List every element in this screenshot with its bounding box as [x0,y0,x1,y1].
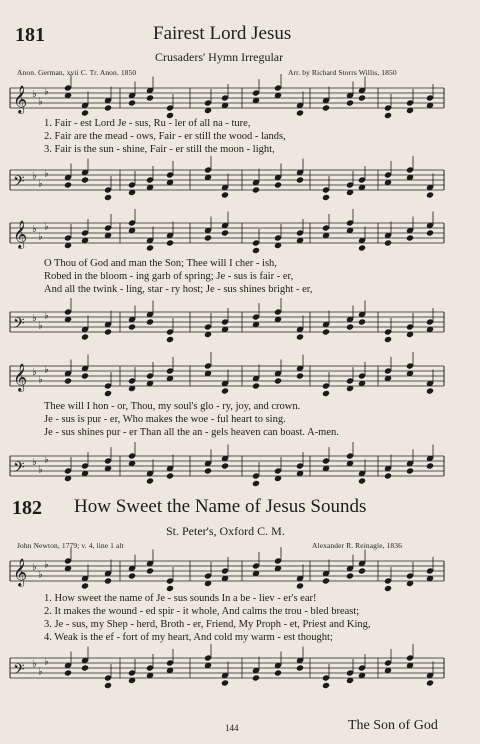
hymn-181-system2-treble-staff [10,215,448,255]
hymn-182-number: 182 [12,497,42,519]
svg-text:𝄞: 𝄞 [13,85,28,113]
section-title: The Son of God [348,718,438,733]
hymn-182-treble-staff [10,553,448,593]
svg-text:♭: ♭ [38,96,43,108]
hymn-182-title: How Sweet the Name of Jesus Sounds [74,496,367,517]
svg-text:♭: ♭ [38,231,43,243]
svg-text:𝄢: 𝄢 [13,173,25,194]
hymn-182-verse1: 1. How sweet the name of Je - sus sounds In a be - liev - er's ear! [44,593,317,604]
svg-text:♭: ♭ [32,659,37,670]
svg-text:𝄢: 𝄢 [13,459,25,480]
svg-text:♭: ♭ [44,364,49,376]
svg-text:♭: ♭ [44,168,49,180]
svg-text:♭: ♭ [38,569,43,581]
svg-text:♭: ♭ [32,224,37,235]
svg-text:♭: ♭ [44,221,49,233]
svg-text:♭: ♭ [38,464,43,476]
svg-text:♭: ♭ [38,320,43,332]
hymn-181-title: Fairest Lord Jesus [153,23,292,44]
hymn-181-s3-verse1: Thee will I hon - or, Thou, my soul's glo - ry, joy, and crown. [44,401,301,412]
page-number: 144 [225,723,239,733]
svg-text:♭: ♭ [44,310,49,322]
svg-text:♭: ♭ [32,89,37,100]
hymn-181-system3-bass-staff [10,448,448,488]
hymn-181-system3-treble-staff [10,358,448,398]
hymn-182-text-credit: John Newton, 1779; v. 4, line 1 alt [17,541,124,550]
svg-text:♭: ♭ [38,666,43,678]
hymn-181-s3-verse3: Je - sus shines pur - er Than all the an - gels heaven can boast. A-men. [44,427,339,438]
hymn-181-s1-verse1: 1. Fair - est Lord Je - sus, Ru - ler of all na - ture, [44,118,251,129]
hymn-182-music-credit: Alexander R. Reinagle, 1836 [312,541,402,550]
svg-text:♭: ♭ [38,178,43,190]
hymn-181-system1-treble-staff [10,80,448,120]
svg-text:♭: ♭ [44,656,49,668]
hymn-181-system2-bass-staff [10,304,448,344]
hymn-181-s2-verse3: And all the twink - ling, star - ry host; Je - sus shines bright - er, [44,284,313,295]
hymn-181-music-credit: Arr. by Richard Storrs Willis, 1850 [288,68,397,77]
svg-text:♭: ♭ [32,367,37,378]
hymn-181-s1-verse2: 2. Fair are the mead - ows, Fair - er still the wood - lands, [44,131,286,142]
hymn-181-text-credit: Anon. German, xvii C. Tr. Anon. 1850 [17,68,137,77]
svg-text:♭: ♭ [32,457,37,468]
hymn-181-s2-verse1: O Thou of God and man the Son; Thee will I cher - ish, [44,258,277,269]
hymn-181-s1-verse3: 3. Fair is the sun - shine, Fair - er still the moon - light, [44,144,275,155]
svg-text:𝄢: 𝄢 [13,315,25,336]
svg-text:𝄞: 𝄞 [13,558,28,586]
svg-text:𝄢: 𝄢 [13,661,25,682]
svg-text:♭: ♭ [32,313,37,324]
svg-text:♭: ♭ [44,559,49,571]
hymn-182-verse2: 2. It makes the wound - ed spir - it whole, And calms the trou - bled breast; [44,606,360,617]
hymn-181-s2-verse2: Robed in the bloom - ing garb of spring; Je - sus is fair - er, [44,271,294,282]
hymn-181-s3-verse2: Je - sus is pur - er, Who makes the woe - ful heart to sing. [44,414,286,425]
hymn-182-verse3: 3. Je - sus, my Shep - herd, Broth - er, Friend, My Proph - et, Priest and King, [44,619,371,630]
hymn-182-verse4: 4. Weak is the ef - fort of my heart, And cold my warm - est thought; [44,632,333,643]
svg-text:♭: ♭ [44,86,49,98]
hymn-181-number: 181 [15,24,45,46]
svg-text:♭: ♭ [32,562,37,573]
svg-text:𝄞: 𝄞 [13,363,28,391]
hymn-182-tune: St. Peter's, Oxford C. M. [166,524,285,538]
hymn-181-system1-bass-staff [10,162,448,202]
hymn-181-tune: Crusaders' Hymn Irregular [155,50,284,64]
svg-text:♭: ♭ [32,171,37,182]
hymn-182-bass-staff [10,650,448,690]
svg-text:♭: ♭ [44,454,49,466]
svg-text:♭: ♭ [38,374,43,386]
svg-text:𝄞: 𝄞 [13,220,28,248]
